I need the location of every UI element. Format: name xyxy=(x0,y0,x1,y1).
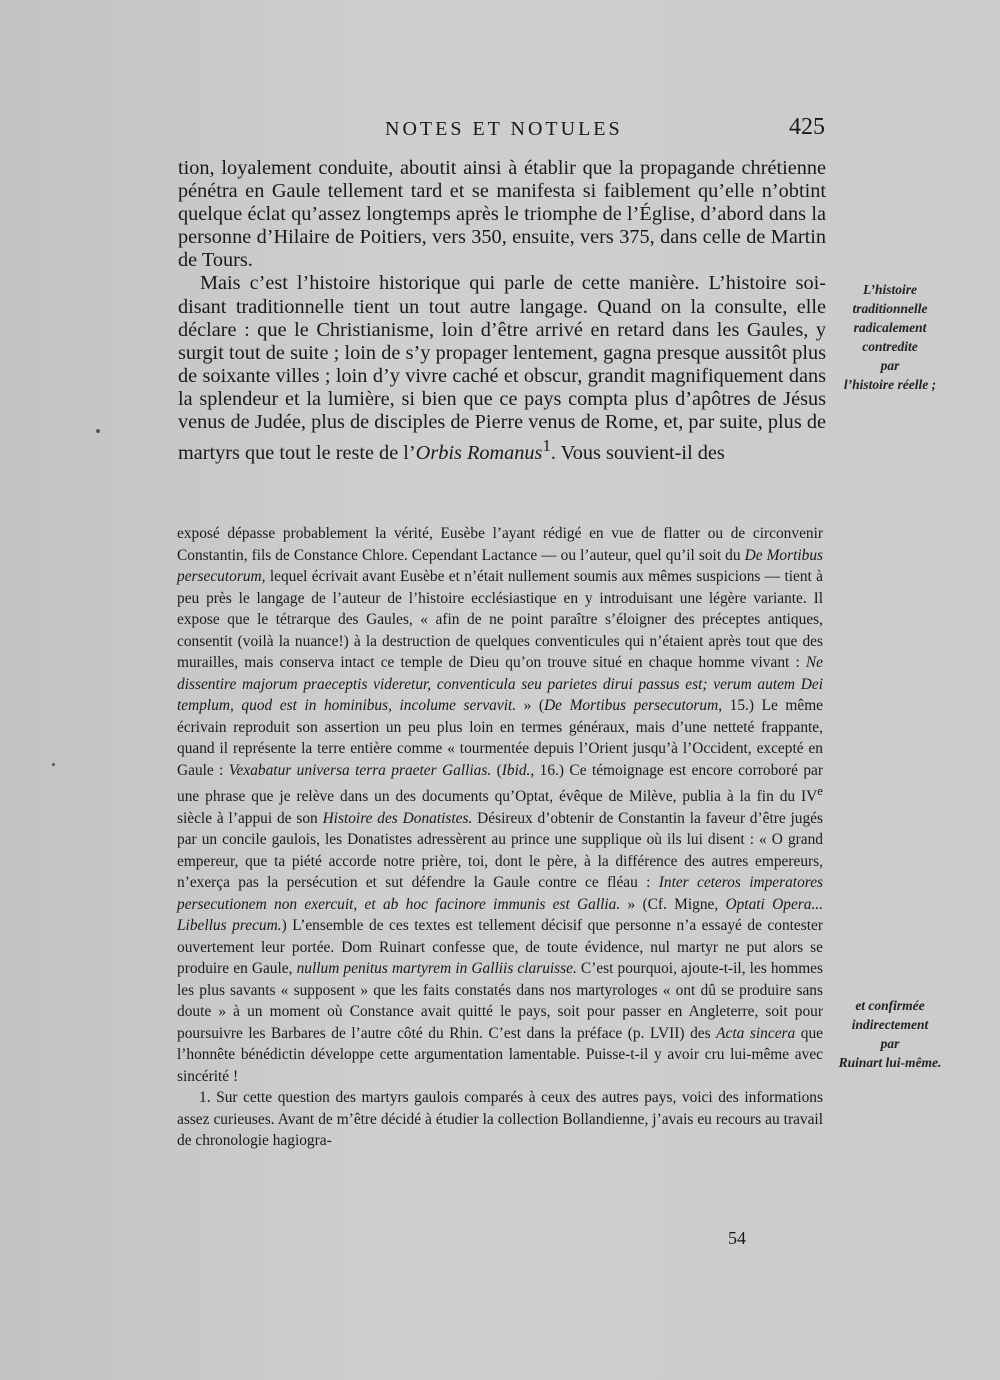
note-text: C’est pourquoi, ajoute-t-il, les hommes les plus savants « supposent » que les faits constatés dans nos martyrologes « ont dû se produire sans doute » à un moment où Constance avait quitté le pays, soit pour passer en Angleterre, soit pour poursuivre les Barbares de l’autre côté du Rhin. C’est dans la préface (p. xyxy=(177,960,823,1042)
note-italic: Histoire des Donatistes. xyxy=(322,809,473,827)
footnote-1 xyxy=(177,1087,823,1152)
paragraph-text-end: . Vous souvient-il des xyxy=(550,441,725,464)
page-header xyxy=(175,114,825,148)
footnotes xyxy=(177,523,823,1152)
note-italic: De Mortibus persecutorum xyxy=(544,697,719,714)
note-smallcaps: IV xyxy=(801,788,818,806)
margin-line: traditionnelle xyxy=(852,301,928,316)
main-text xyxy=(178,157,826,465)
note-text: siècle à l’appui de son xyxy=(177,809,323,827)
ink-speck xyxy=(52,763,55,766)
margin-line: par xyxy=(880,358,900,373)
note-text: que l’honnête bénédictin développe cette argumentation lamentable. Puisse-t-il y avoir cru lui-même avec sincérité ! xyxy=(177,1024,824,1085)
italic-phrase: Orbis Romanus xyxy=(415,441,543,464)
running-title: NOTES ET NOTULES xyxy=(385,118,623,140)
margin-line: radicalement xyxy=(853,320,927,335)
footnote-number: 1. xyxy=(199,1089,211,1107)
paragraph-histoire xyxy=(178,272,826,465)
note-text: , 15.) Le même écrivain reproduit son assertion un peu plus loin en termes généraux, mais d’une netteté frappante, quand il représente la terre entière comme « tourmentée depuis l’Orient jusqu’à l’Occident, excepté en Gaule : xyxy=(177,697,823,779)
note-text: Désireux d’obtenir de Constantin la faveur d’être jugés par un concile gaulois, les Donatistes adressèrent au prince une supplique où ils lui disent : « O grand empereur, que ta piété accorde notre prière, toi, dont le père, à la différence des autres empereurs, n’exerça pas la persécution et sut défendre la Gaule contre ce fléau : xyxy=(177,809,824,892)
margin-note-ruinart xyxy=(825,996,955,1072)
footnote-ref: 1 xyxy=(542,436,551,456)
footnote-text: Sur cette question des martyrs gaulois comparés à ceux des autres pays, voici des informations assez curieuses. Avant de m’être décidé à étudier la collection Bollandienne, j’avais eu recours au travail de chronologie hagiogra- xyxy=(177,1089,823,1150)
note-italic: Acta sincera xyxy=(716,1024,796,1042)
note-text: » (Cf. Migne, xyxy=(620,895,726,913)
margin-line: l’histoire réelle ; xyxy=(843,377,937,392)
ink-speck xyxy=(96,429,100,433)
margin-line: Ruinart lui-même. xyxy=(838,1055,942,1070)
margin-line: et confirmée xyxy=(855,998,925,1013)
note-italic: De Mortibus persecutorum xyxy=(177,546,824,585)
note-italic: Inter ceteros imperatores persecutionem non exercuit, et ab hoc facinore immunis est Gallia. xyxy=(177,874,824,913)
margin-line: L’histoire xyxy=(862,282,917,297)
footnote-continuation xyxy=(177,523,823,1087)
margin-line: indirectement xyxy=(851,1017,929,1032)
note-text: » ( xyxy=(516,697,545,714)
page-number: 425 xyxy=(789,114,825,140)
signature-mark: 54 xyxy=(728,1228,746,1248)
paragraph-continuation: tion, loyalement conduite, aboutit ainsi à établir que la propagande chrétienne pénétra en Gaule tellement tard et se manifesta si faiblement qu’elle n’obtint quelque éclat qu’assez longtemps après le triomphe de l’Église, d’abord dans la personne d’Hilaire de Poitiers, vers 350, ensuite, vers 375, dans celle de Martin de Tours. xyxy=(178,157,826,272)
note-text: , lequel écrivait avant Eusèbe et n’était nullement soumis aux mêmes suspicions — tient à peu près le langage de l’auteur de l’histoire ecclésiastique en y introduisant une légère variante. Il expose que le tétrarque des Gaules, « afin de ne point paraître s’éloigner des préceptes antiques, consentit (voilà la nuance!) à la destruction de quelques conventicules qui n’étaient après tout que des murailles, mais conserva intact ce temple de Dieu qu’on trouve situé en chaque homme vivant : xyxy=(177,568,823,671)
margin-line: par xyxy=(880,1036,900,1051)
note-text: ) des xyxy=(679,1024,717,1042)
note-italic: Ne dissentire majorum praeceptis videretur, conventicula seu parietes dirui passus est; verum autem Dei templum, quod est in hominibus, incolume servavit. xyxy=(177,654,823,714)
note-smallcaps: LVII xyxy=(650,1024,680,1042)
note-text: ( xyxy=(491,761,502,779)
note-italic: Ibid. xyxy=(501,761,531,779)
note-text: , 16.) Ce témoignage est encore corroboré par une phrase que je relève dans un des documents qu’Optat, évêque de Milève, publia à la fin du xyxy=(177,761,823,806)
margin-note-histoire xyxy=(825,280,955,394)
margin-line: contredite xyxy=(862,339,918,354)
note-sup: e xyxy=(817,784,823,798)
note-text: exposé dépasse probablement la vérité, Eusèbe l’ayant rédigé en vue de flatter ou de circonvenir Constantin, fils de Constance Chlore. Cependant Lactance — ou l’auteur, quel qu’il soit du xyxy=(177,525,823,564)
note-text: ) L’ensemble de ces textes est tellement décisif que personne n’a essayé de contester ouvertement leur portée. Dom Ruinart confesse que, de toute évidence, nul martyr ne put alors se produire en Gaule, xyxy=(177,917,823,978)
paragraph-text: Mais c’est l’histoire historique qui parle de cette manière. L’histoire soi-disant traditionnelle tient un tout autre langage. Quand on la consulte, elle déclare : que le Christianisme, loin d’être arrivé en retard dans les Gaules, y surgit tout de suite ; loin de s’y propager lentement, gagna presque aussitôt plus de soixante villes ; loin d’y vivre caché et obscur, grandit magnifiquement dans la splendeur et la lumière, si bien que ce pays compta plus d’apôtres de Jésus venus de Judée, plus de disciples de Pierre venus de Rome, et, par suite, plus de martyrs que tout le reste de l’ xyxy=(178,272,826,464)
note-italic: Vexabatur universa terra praeter Gallias. xyxy=(228,761,492,779)
note-italic: nullum penitus martyrem in Galliis claruisse. xyxy=(296,960,577,978)
note-italic: Optati Opera... Libellus precum. xyxy=(177,895,823,935)
